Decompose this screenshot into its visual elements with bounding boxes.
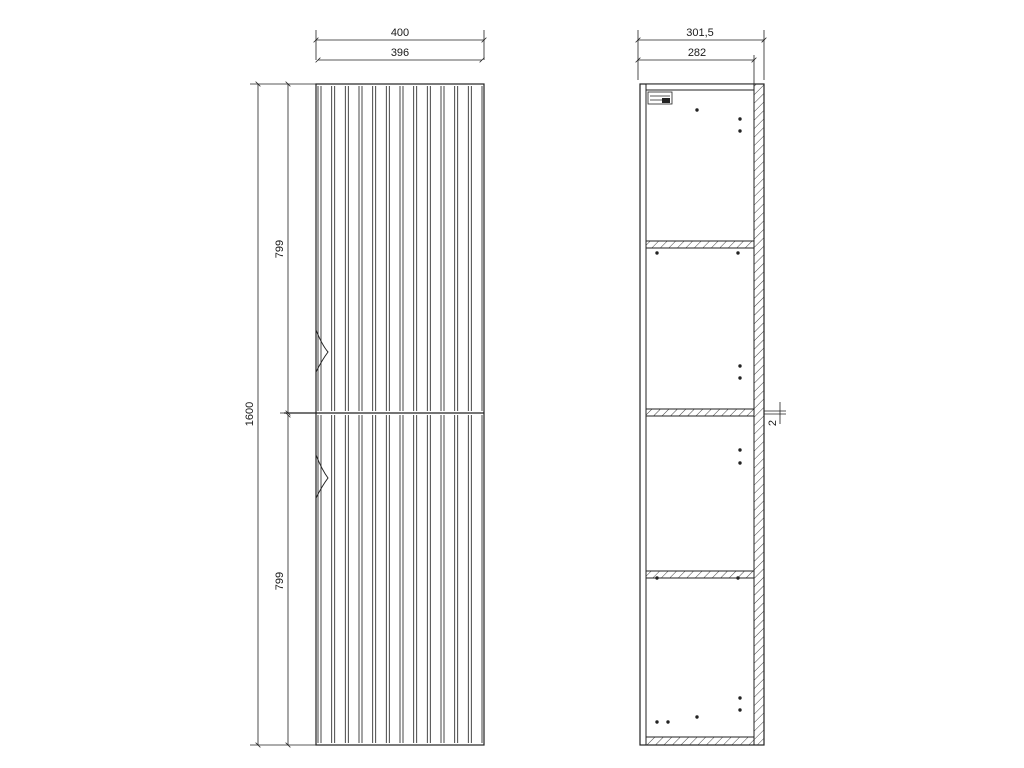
shelf-2 (646, 409, 754, 416)
dim-inner-depth-label: 282 (687, 47, 707, 59)
side-view (638, 27, 786, 745)
dim-upper-door-label: 799 (274, 239, 286, 259)
front-view (244, 27, 484, 745)
fluted-slats (318, 86, 482, 743)
dim-lower-door-height (274, 415, 288, 745)
dim-total-height-label: 1600 (244, 401, 256, 427)
dim-upper-door-height (274, 84, 316, 413)
dim-lower-door-label: 799 (274, 571, 286, 591)
dim-door-width (318, 47, 482, 60)
hinge-detail (648, 92, 672, 104)
dim-inner-depth (638, 47, 754, 84)
top-panel (646, 84, 754, 90)
dim-gap (764, 402, 786, 426)
shelf-1 (646, 241, 754, 248)
back-panel (754, 84, 764, 745)
dim-overall-depth-label: 301,5 (686, 27, 714, 39)
dim-total-height (244, 84, 316, 745)
dim-door-width-label: 396 (390, 47, 410, 59)
dim-gap-label: 2 (767, 419, 779, 427)
dim-overall-width-label: 400 (390, 27, 410, 39)
bottom-panel (646, 737, 754, 745)
